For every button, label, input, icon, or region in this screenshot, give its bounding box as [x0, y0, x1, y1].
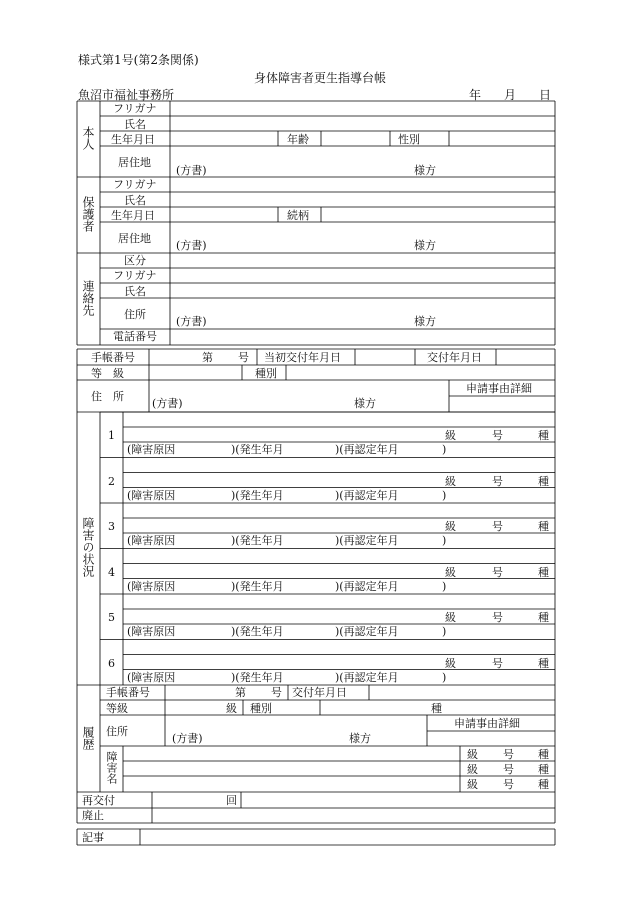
history-care-of: (方書) [172, 732, 203, 745]
disability-onset-label: )(発生年月 [231, 534, 284, 547]
history-go-label: 号 [503, 748, 514, 761]
history-kind-label: 種別 [250, 702, 272, 715]
history-group-label: 履歴 [81, 726, 95, 750]
history-shu-label: 種 [538, 748, 549, 761]
disability-close-paren: ) [442, 579, 447, 593]
disability-cause-label: (障害原因 [127, 534, 176, 547]
disability-recert-label: )(再認定年月 [335, 443, 399, 456]
disability-onset-label: )(発生年月 [231, 579, 284, 593]
contact-care-of: (方書) [176, 315, 207, 328]
disability-recert-label: )(再認定年月 [335, 488, 399, 502]
form-number: 様式第1号(第2条関係) [78, 53, 199, 67]
abolish-label: 廃止 [82, 809, 104, 822]
disability-go-label: 号 [492, 520, 503, 533]
disability-onset-label: )(発生年月 [231, 443, 284, 456]
disability-shu-label: 種 [538, 656, 549, 670]
disability-row-number: 5 [108, 611, 115, 624]
disability-go-label: 号 [492, 611, 503, 624]
techo-go: 号 [238, 351, 249, 364]
page-title: 身体障害者更生指導台帳 [254, 71, 387, 85]
honnin-sama: 様方 [414, 164, 436, 177]
guardian-group-label: 保護者 [81, 196, 95, 232]
techo-address-label: 住 所 [91, 390, 124, 403]
disability-close-paren: ) [442, 488, 447, 502]
contact-group-label: 連絡先 [81, 280, 95, 316]
disability-onset-label: )(発生年月 [231, 488, 284, 502]
disability-row-number: 4 [108, 565, 115, 579]
reissue-label: 再交付 [82, 794, 115, 807]
history-kyu-label: 級 [467, 748, 478, 761]
techo-first-issue-label: 当初交付年月日 [264, 351, 341, 364]
techo-issue-date-label: 交付年月日 [427, 351, 482, 364]
reissue-times: 回 [226, 794, 237, 807]
disability-shu-label: 種 [538, 520, 549, 533]
guardian-residence-label: 居住地 [118, 232, 151, 245]
techo-reason-label: 申請事由詳細 [466, 382, 532, 395]
disability-kyu-label: 級 [445, 474, 456, 488]
contact-name-label: 氏名 [124, 285, 146, 298]
disability-cause-label: (障害原因 [127, 625, 176, 638]
history-go-label: 号 [503, 778, 514, 791]
history-issue-date-label: 交付年月日 [292, 686, 347, 699]
disability-go-label: 号 [492, 474, 503, 488]
disability-shu-label: 種 [538, 429, 549, 442]
techo-kind-label: 種別 [255, 367, 277, 380]
date-year-label: 年 [469, 88, 482, 102]
guardian-relation-label: 続柄 [287, 209, 309, 222]
contact-furigana-label: フリガナ [113, 269, 157, 282]
disability-row-number: 2 [108, 474, 115, 488]
honnin-group-label: 本人 [81, 126, 95, 150]
honnin-name-label: 氏名 [124, 118, 146, 131]
date-month-label: 月 [504, 88, 517, 102]
history-shu-label: 種 [538, 778, 549, 791]
history-shu-label: 種 [538, 763, 549, 776]
disability-kyu-label: 級 [445, 429, 456, 442]
history-reason-label: 申請事由詳細 [454, 717, 520, 730]
techo-grade-label: 等 級 [91, 367, 124, 380]
disability-group-label: 障害の状況 [81, 517, 95, 577]
history-shu: 種 [431, 702, 442, 715]
disability-close-paren: ) [442, 534, 447, 547]
honnin-residence-label: 居住地 [118, 156, 151, 169]
contact-phone-label: 電話番号 [113, 330, 157, 343]
history-disability-name-label: 障害名 [105, 751, 118, 784]
honnin-furigana-label: フリガナ [113, 102, 157, 115]
history-kyu: 級 [226, 702, 237, 715]
honnin-age-label: 年齢 [287, 133, 309, 146]
disability-close-paren: ) [442, 625, 447, 638]
guardian-furigana-label: フリガナ [113, 178, 157, 191]
disability-cause-label: (障害原因 [127, 443, 176, 456]
disability-shu-label: 種 [538, 611, 549, 624]
history-address-label: 住所 [106, 725, 128, 738]
disability-go-label: 号 [492, 565, 503, 579]
disability-kyu-label: 級 [445, 611, 456, 624]
disability-recert-label: )(再認定年月 [335, 579, 399, 593]
guardian-name-label: 氏名 [124, 194, 146, 207]
disability-onset-label: )(発生年月 [231, 625, 284, 638]
disability-shu-label: 種 [538, 565, 549, 579]
history-number-label: 手帳番号 [106, 686, 150, 699]
disability-recert-label: )(再認定年月 [335, 670, 399, 684]
disability-row-number: 6 [108, 656, 115, 670]
guardian-care-of: (方書) [176, 239, 207, 252]
disability-recert-label: )(再認定年月 [335, 534, 399, 547]
techo-number-label: 手帳番号 [91, 351, 135, 364]
disability-kyu-label: 級 [445, 565, 456, 579]
techo-care-of: (方書) [152, 397, 183, 410]
history-sama: 様方 [349, 732, 371, 745]
honnin-care-of: (方書) [176, 164, 207, 177]
history-kyu-label: 級 [467, 763, 478, 776]
notes-label: 記事 [82, 831, 104, 844]
history-dai: 第 [235, 686, 246, 699]
disability-onset-label: )(発生年月 [231, 670, 284, 684]
contact-category-label: 区分 [124, 254, 146, 267]
techo-dai: 第 [202, 351, 213, 364]
disability-cause-label: (障害原因 [127, 670, 176, 684]
disability-cause-label: (障害原因 [127, 488, 176, 502]
disability-recert-label: )(再認定年月 [335, 625, 399, 638]
honnin-sex-label: 性別 [398, 133, 420, 146]
contact-sama: 様方 [414, 315, 436, 328]
disability-go-label: 号 [492, 656, 503, 670]
disability-close-paren: ) [442, 443, 447, 456]
disability-row-number: 3 [108, 520, 115, 533]
honnin-birth-label: 生年月日 [111, 133, 155, 146]
disability-kyu-label: 級 [445, 520, 456, 533]
office-name: 魚沼市福祉事務所 [78, 88, 175, 102]
history-grade-label: 等級 [106, 702, 128, 715]
disability-row-number: 1 [108, 429, 115, 442]
techo-sama: 様方 [354, 397, 376, 410]
history-go-label: 号 [503, 763, 514, 776]
guardian-birth-label: 生年月日 [111, 209, 155, 222]
disability-kyu-label: 級 [445, 656, 456, 670]
disability-cause-label: (障害原因 [127, 579, 176, 593]
disability-close-paren: ) [442, 670, 447, 684]
disability-go-label: 号 [492, 429, 503, 442]
contact-address-label: 住所 [124, 308, 146, 321]
history-kyu-label: 級 [467, 778, 478, 791]
history-go: 号 [271, 686, 282, 699]
guardian-sama: 様方 [414, 239, 436, 252]
disability-shu-label: 種 [538, 474, 549, 488]
date-day-label: 日 [539, 88, 552, 102]
